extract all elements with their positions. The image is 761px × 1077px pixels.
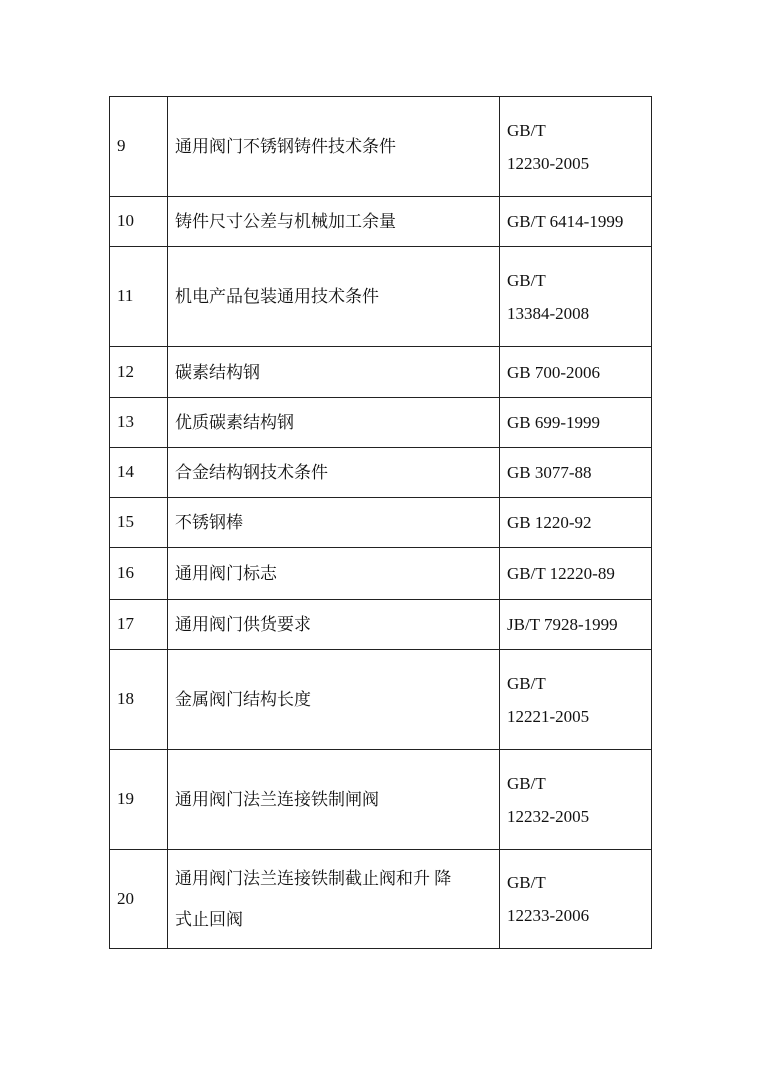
- standard-code: [500, 448, 652, 498]
- standard-code: [500, 750, 652, 850]
- standard-name-line: 优质碳素结构钢: [175, 413, 294, 432]
- standard-name-line: 碳素结构钢: [175, 362, 260, 382]
- row-number: 11: [110, 247, 168, 347]
- table-row: [110, 498, 652, 548]
- row-number: 15: [110, 498, 168, 548]
- row-number: 10: [110, 197, 168, 247]
- standard-code-line: GB 3077-88: [507, 463, 592, 482]
- standard-name: [168, 398, 500, 448]
- standard-name: [168, 600, 500, 650]
- standard-code: [500, 247, 652, 347]
- standard-code: [500, 347, 652, 398]
- standard-code: [500, 650, 652, 750]
- standard-code-line: 12230-2005: [507, 153, 590, 173]
- standard-name-line: 式止回阀: [175, 910, 243, 929]
- standard-code-line: GB 1220-92: [507, 513, 592, 532]
- standard-name-line: 通用阀门法兰连接铁制截止阀和升 降: [175, 869, 452, 888]
- standard-code-line: GB/T: [507, 773, 546, 793]
- standard-name: [168, 498, 500, 548]
- row-number: 12: [110, 347, 168, 398]
- table-row: [110, 548, 652, 600]
- table-row: [110, 97, 652, 197]
- standard-code-line: 12233-2006: [507, 906, 590, 925]
- standard-code: [500, 97, 652, 197]
- table-row: [110, 850, 652, 949]
- standard-name: [168, 97, 500, 197]
- table-row: [110, 247, 652, 347]
- standard-name: [168, 850, 500, 949]
- row-number: 19: [110, 750, 168, 850]
- table-row: [110, 398, 652, 448]
- row-number: 9: [110, 97, 168, 197]
- standard-code-line: JB/T 7928-1999: [507, 615, 618, 634]
- standard-name: [168, 347, 500, 398]
- row-number: 20: [110, 850, 168, 949]
- standard-code-line: 13384-2008: [507, 303, 590, 323]
- standard-code-line: GB/T: [507, 120, 546, 140]
- standard-name-line: 机电产品包装通用技术条件: [175, 287, 379, 306]
- standard-code: [500, 498, 652, 548]
- standard-name: [168, 448, 500, 498]
- table-row: [110, 347, 652, 398]
- table-row: [110, 750, 652, 850]
- standard-name-line: 铸件尺寸公差与机械加工余量: [175, 212, 396, 231]
- standard-code: [500, 197, 652, 247]
- standard-code: [500, 600, 652, 650]
- row-number: 13: [110, 398, 168, 448]
- standard-code: [500, 850, 652, 949]
- standard-code-line: GB/T 12220-89: [507, 564, 615, 583]
- standard-code-line: GB/T: [507, 673, 546, 693]
- row-number: 14: [110, 448, 168, 498]
- standard-code: [500, 398, 652, 448]
- standard-name-line: 合金结构钢技术条件: [175, 463, 328, 482]
- row-number: 16: [110, 548, 168, 600]
- row-number: 17: [110, 600, 168, 650]
- standard-code-line: 12221-2005: [507, 706, 590, 726]
- standard-name: [168, 548, 500, 600]
- standard-code: [500, 548, 652, 600]
- table-row: [110, 650, 652, 750]
- table-row: [110, 448, 652, 498]
- standard-name-line: 通用阀门不锈钢铸件技术条件: [175, 137, 396, 156]
- standard-name: [168, 750, 500, 850]
- standard-code-line: GB/T: [507, 873, 546, 892]
- standard-code-line: GB/T 6414-1999: [507, 212, 624, 231]
- standard-name-line: 不锈钢棒: [175, 513, 243, 532]
- table-row: [110, 600, 652, 650]
- standards-table: [109, 96, 652, 949]
- table-row: [110, 197, 652, 247]
- row-number: 18: [110, 650, 168, 750]
- standard-name: [168, 247, 500, 347]
- standard-name: [168, 650, 500, 750]
- standard-name-line: 通用阀门法兰连接铁制闸阀: [175, 790, 379, 809]
- standard-code-line: GB 700-2006: [507, 362, 601, 382]
- standard-code-line: 12232-2005: [507, 806, 590, 826]
- standard-code-line: GB/T: [507, 270, 546, 290]
- standard-code-line: GB 699-1999: [507, 413, 601, 432]
- standard-name: [168, 197, 500, 247]
- standard-name-line: 金属阀门结构长度: [175, 690, 311, 709]
- standard-name-line: 通用阀门标志: [175, 564, 277, 583]
- standard-name-line: 通用阀门供货要求: [175, 615, 311, 634]
